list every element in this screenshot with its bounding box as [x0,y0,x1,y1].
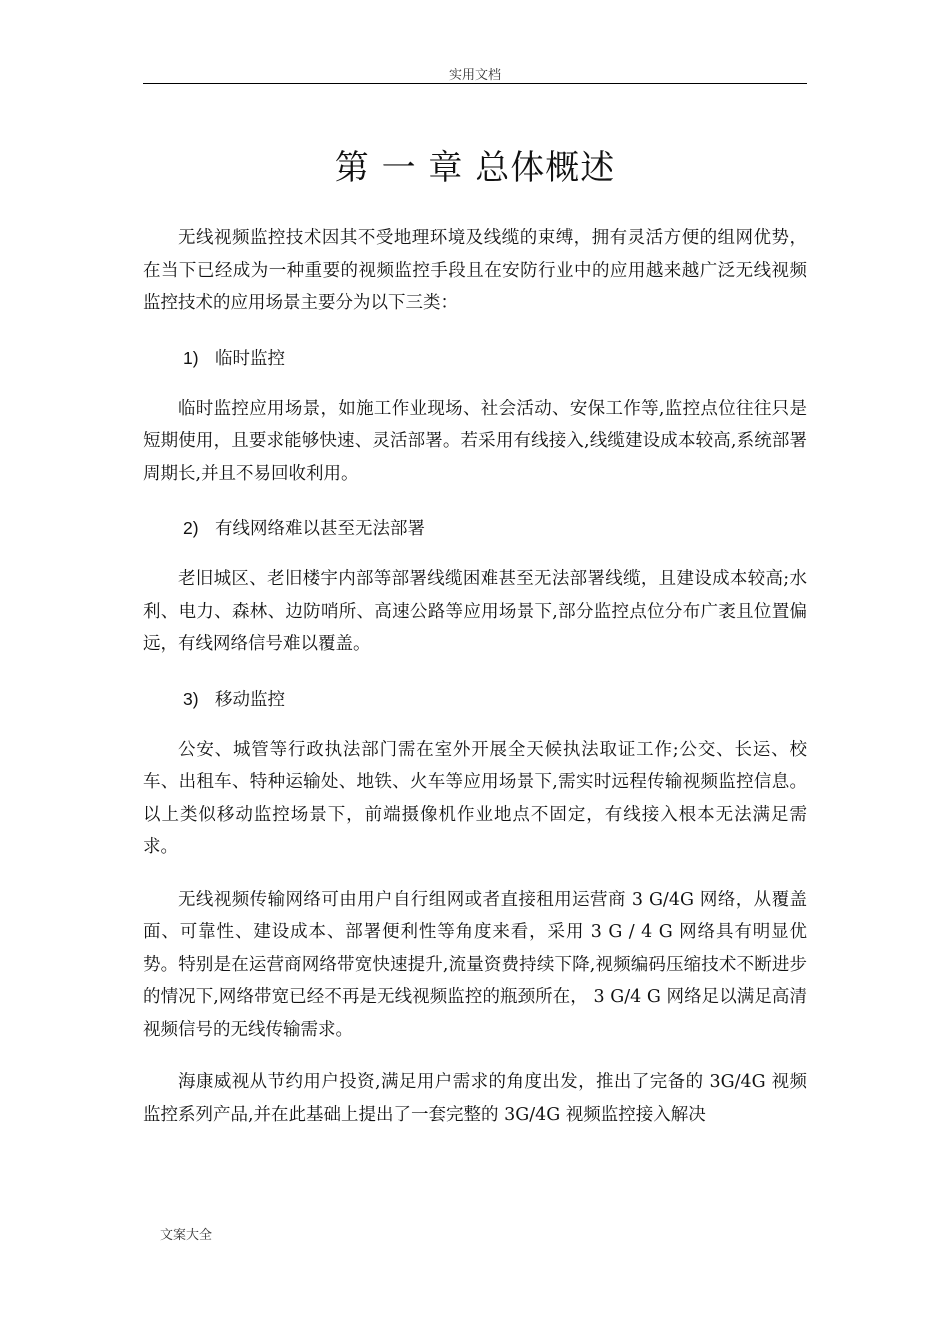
header-divider [143,83,807,84]
network-paragraph: 无线视频传输网络可由用户自行组网或者直接租用运营商 3 G/4G 网络，从覆盖面、可靠性、建设成本、部署便利性等角度来看，采用 3 G / 4 G 网络具有明显优势。特别是在运营商网络带宽快速提升,流量资费持续下降,视频编码压缩技术不断进步的情况下,网络带宽已经不再是无线视频监控的瓶颈所在， 3 G/4 G 网络足以满足高清视频信号的无线传输需求。 [143,889,807,1040]
list-number: 2) [183,518,199,538]
list-heading-3 [143,683,807,716]
document-body [143,222,807,1131]
item1-paragraph: 临时监控应用场景，如施工作业现场、社会活动、安保工作等,监控点位往往只是短期使用，且要求能够快速、灵活部署。若采用有线接入,线缆建设成本较高,系统部署周期长,并且不易回收利用。 [143,398,807,484]
list-heading-2 [143,512,807,545]
page-header: 实用文档 [448,68,501,83]
item3-paragraph: 公安、城管等行政执法部门需在室外开展全天候执法取证工作;公交、长运、校车、出租车、特种运输处、地铁、火车等应用场景下,需实时远程传输视频监控信息。以上类似移动监控场景下，前端摄像机作业地点不固定，有线接入根本无法满足需求。 [143,739,807,857]
list-number: 3) [183,688,199,709]
intro-paragraph: 无线视频监控技术因其不受地理环境及线缆的束缚，拥有灵活方便的组网优势，在当下已经成为一种重要的视频监控手段且在安防行业中的应用越来越广泛无线视频监控技术的应用场景主要分为以下三类： [143,228,807,313]
hikvision-paragraph: 海康威视从节约用户投资,满足用户需求的角度出发，推出了完备的 3G/4G 视频监控系列产品,并在此基础上提出了一套完整的 3G/4G 视频监控接入解决 [143,1072,807,1125]
list-label: 临时监控 [215,348,285,369]
list-number: 1) [183,347,199,368]
list-label: 移动监控 [215,689,285,710]
page-footer: 文案大全 [160,1228,213,1243]
item2-paragraph: 老旧城区、老旧楼宇内部等部署线缆困难甚至无法部署线缆，且建设成本较高;水利、电力、森林、边防哨所、高速公路等应用场景下,部分监控点位分布广袤且位置偏远，有线网络信号难以覆盖。 [143,569,807,654]
list-label: 有线网络难以甚至无法部署 [215,519,425,539]
chapter-title: 第 一 章 总体概述 [334,148,616,188]
list-heading-1 [143,342,807,375]
